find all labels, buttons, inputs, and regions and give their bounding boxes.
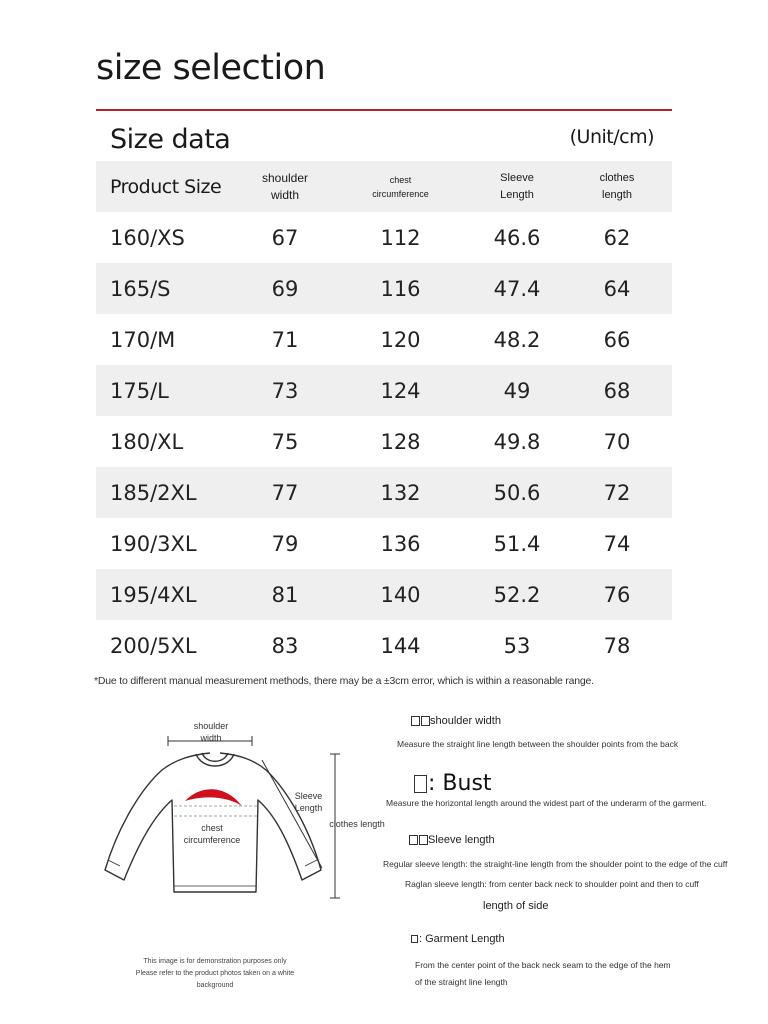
number-marker-icon [421, 716, 430, 726]
cell-size: 165/S [110, 276, 171, 301]
header-clothes-length: clothes length [599, 171, 635, 201]
header-product-size: Product Size [110, 175, 222, 198]
garment-length-text-1: From the center point of the back neck seam to the edge of the hem [415, 960, 671, 970]
cell-size: 175/L [110, 378, 169, 403]
cell-sleeve-length: 49.8 [493, 429, 541, 454]
footnote: *Due to different manual measurement methods, there may be a ±3cm error, which is within a reasonable range. [94, 675, 594, 687]
cell-clothes-length: 78 [603, 633, 631, 658]
table-header-row [96, 161, 672, 212]
cell-shoulder-width: 67 [271, 225, 299, 250]
cell-sleeve-length: 50.6 [493, 480, 541, 505]
header-shoulder-width: shoulder width [261, 170, 309, 202]
cell-sleeve-length: 46.6 [493, 225, 541, 250]
number-marker-icon [411, 935, 418, 943]
cell-chest-circumference: 144 [380, 633, 421, 658]
cell-clothes-length: 76 [603, 582, 631, 607]
cell-clothes-length: 66 [603, 327, 631, 352]
sleeve-length-text-raglan: Raglan sleeve length: from center back neck to shoulder point and then to cuff [405, 879, 699, 889]
cell-shoulder-width: 73 [271, 378, 299, 403]
cell-sleeve-length: 51.4 [493, 531, 541, 556]
chest-circumference-label: chest circumference [183, 823, 241, 845]
sleeve-length-label: Sleeve Length [294, 791, 323, 813]
cell-shoulder-width: 71 [271, 327, 299, 352]
cell-sleeve-length: 49 [503, 378, 531, 403]
number-marker-icon [419, 835, 428, 845]
cell-shoulder-width: 75 [271, 429, 299, 454]
garment-length-text-2: of the straight line length [415, 977, 508, 987]
table-row [96, 263, 672, 314]
shoulder-width-text: Measure the straight line length between the shoulder points from the back [397, 739, 679, 749]
cell-chest-circumference: 112 [380, 225, 421, 250]
cell-sleeve-length: 48.2 [493, 327, 541, 352]
header-sleeve-length: Sleeve Length [500, 171, 534, 201]
cell-shoulder-width: 79 [271, 531, 299, 556]
number-marker-icon [414, 775, 427, 793]
sweatshirt-diagram [90, 710, 390, 940]
number-marker-icon [409, 835, 418, 845]
size-table [96, 116, 672, 671]
cell-chest-circumference: 116 [380, 276, 421, 301]
cell-size: 180/XL [110, 429, 184, 454]
cell-size: 200/5XL [110, 633, 197, 658]
cell-chest-circumference: 120 [380, 327, 421, 352]
cell-shoulder-width: 83 [271, 633, 299, 658]
cell-clothes-length: 72 [603, 480, 631, 505]
cell-shoulder-width: 69 [271, 276, 299, 301]
cell-chest-circumference: 132 [380, 480, 421, 505]
table-body [96, 212, 672, 671]
sleeve-length-text-regular: Regular sleeve length: the straight-line length from the shoulder point to the edge of the cuff [383, 859, 728, 869]
page-title: size selection [96, 48, 326, 88]
bust-title: : Bust [414, 771, 492, 796]
table-row [96, 467, 672, 518]
clothes-length-label: clothes length [329, 819, 385, 829]
table-caption: Size data [110, 124, 231, 155]
header-chest-circumference: chest circumference [372, 174, 429, 199]
cell-chest-circumference: 124 [380, 378, 421, 403]
cell-clothes-length: 68 [603, 378, 631, 403]
cell-size: 195/4XL [110, 582, 197, 607]
unit-label: (Unit/cm) [569, 126, 654, 148]
cell-size: 160/XS [110, 225, 185, 250]
bust-text: Measure the horizontal length around the widest part of the underarm of the garment. [386, 798, 707, 808]
cell-size: 190/3XL [110, 531, 197, 556]
sleeve-length-title: Sleeve length [409, 834, 495, 846]
cell-chest-circumference: 128 [380, 429, 421, 454]
garment-length-title: : Garment Length [411, 933, 505, 945]
shoulder-width-title: shoulder width [411, 715, 501, 727]
table-row [96, 620, 672, 671]
cell-sleeve-length: 53 [503, 633, 531, 658]
number-marker-icon [411, 716, 420, 726]
cell-size: 170/M [110, 327, 176, 352]
cell-size: 185/2XL [110, 480, 197, 505]
table-row [96, 365, 672, 416]
length-of-side: length of side [483, 900, 549, 912]
table-row [96, 212, 672, 263]
cell-sleeve-length: 47.4 [493, 276, 541, 301]
cell-shoulder-width: 77 [271, 480, 299, 505]
cell-chest-circumference: 140 [380, 582, 421, 607]
title-divider [96, 109, 672, 111]
cell-shoulder-width: 81 [271, 582, 299, 607]
cell-chest-circumference: 136 [380, 531, 421, 556]
table-row [96, 416, 672, 467]
diagram-disclaimer: This image is for demonstration purposes only Please refer to the product photos taken on a white background [135, 958, 295, 989]
cell-clothes-length: 74 [603, 531, 631, 556]
table-row [96, 518, 672, 569]
cell-clothes-length: 70 [603, 429, 631, 454]
cell-clothes-length: 64 [603, 276, 631, 301]
table-caption-row [96, 116, 672, 161]
cell-sleeve-length: 52.2 [493, 582, 541, 607]
table-row [96, 569, 672, 620]
table-row [96, 314, 672, 365]
shoulder-width-label: shoulder width [193, 721, 229, 743]
cell-clothes-length: 62 [603, 225, 631, 250]
brand-logo-icon [185, 789, 242, 806]
